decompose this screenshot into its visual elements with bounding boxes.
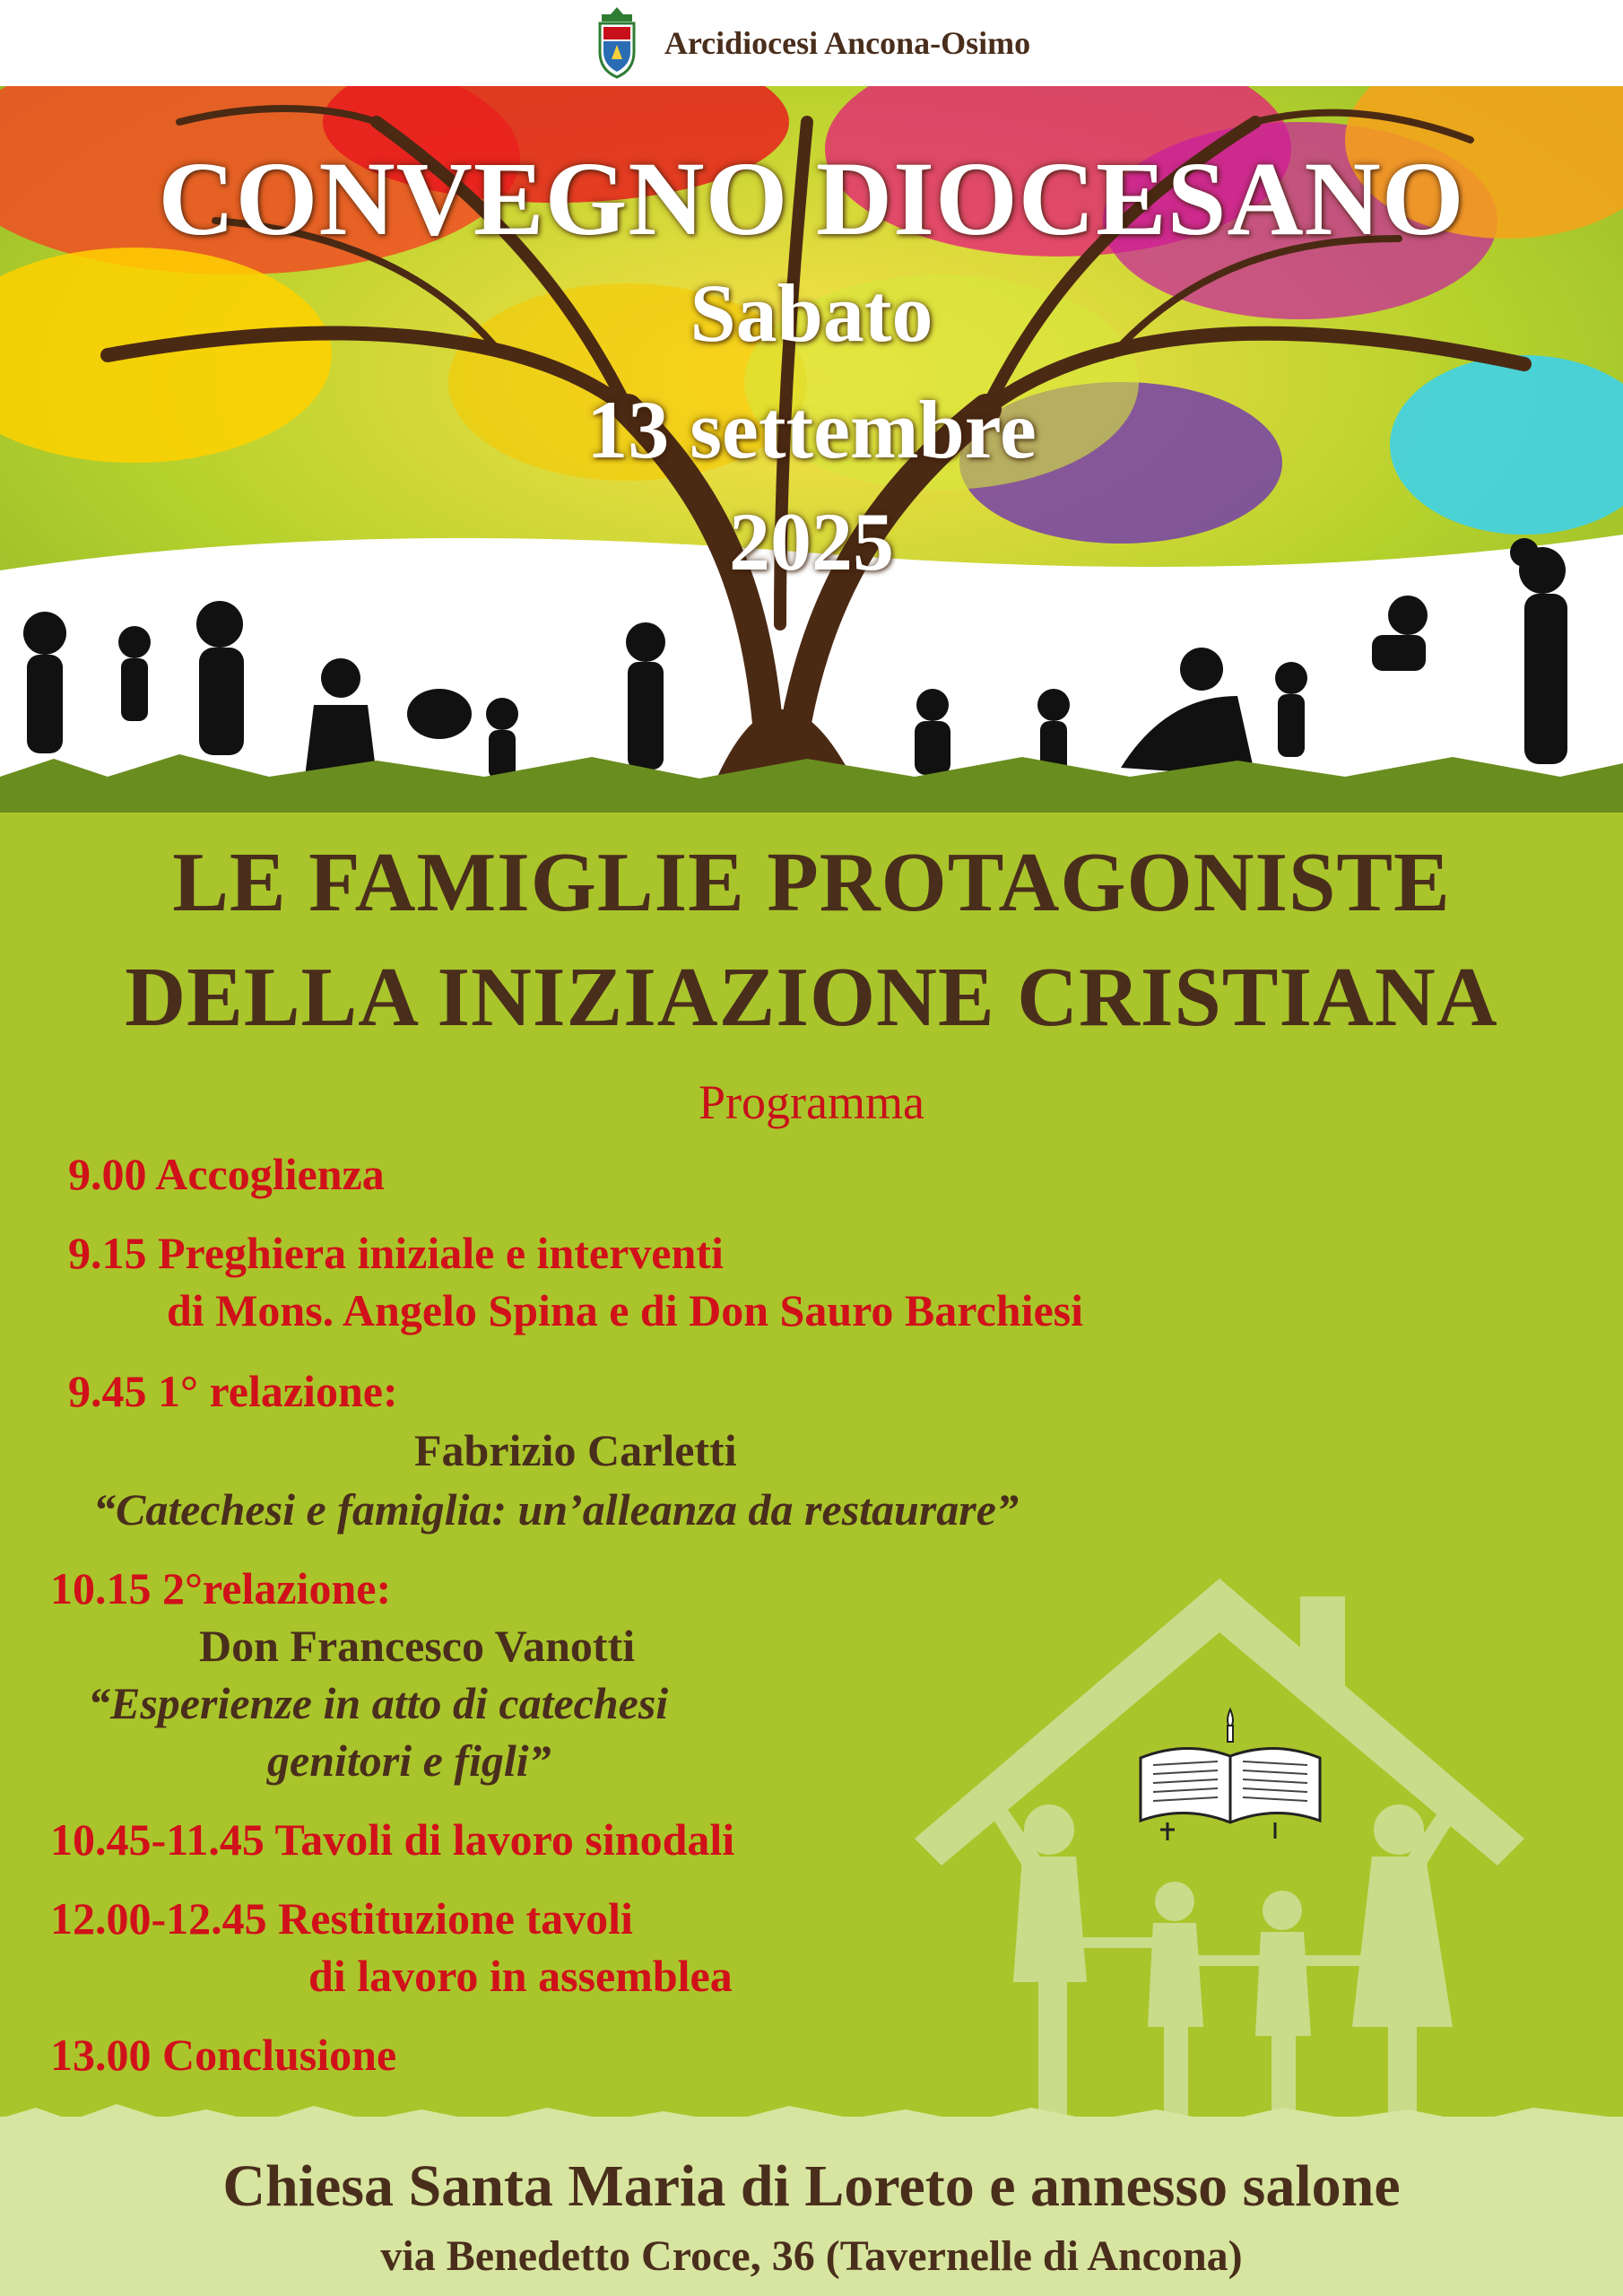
event-year: 2025 [729, 496, 894, 587]
event-title: CONVEGNO DIOCESANO [158, 140, 1465, 257]
program-item-preghiera-detail: di Mons. Angelo Spina e di Don Sauro Barchiesi [167, 1285, 1083, 1335]
diocese-crest-icon [593, 5, 641, 81]
program-item-restituzione-detail: di lavoro in assemblea [308, 1951, 733, 2001]
theme-line-2: DELLA INIZIAZIONE CRISTIANA [125, 951, 1498, 1044]
talk-title-2: “Esperienze in atto di catechesi [88, 1678, 669, 1728]
event-date: 13 settembre [586, 384, 1037, 475]
speaker-2: Don Francesco Vanotti [199, 1621, 636, 1671]
program-item-preghiera: 9.15 Preghiera iniziale e interventi [68, 1228, 724, 1278]
venue-address: via Benedetto Croce, 36 (Tavernelle di Ancona) [380, 2232, 1243, 2280]
family-house-icon [879, 1561, 1560, 2135]
theme-line-1: LE FAMIGLIE PROTAGONISTE [172, 836, 1451, 929]
talk-title-2-continued: genitori e figli” [267, 1735, 551, 1786]
program-item-relazione-1: 9.45 1° relazione: [68, 1366, 398, 1416]
program-heading: Programma [699, 1075, 924, 1129]
event-day: Sabato [690, 267, 933, 359]
open-bible-icon [1132, 1704, 1329, 1848]
event-theme [0, 825, 1623, 1055]
organization-name: Arcidiocesi Ancona-Osimo [664, 25, 1031, 61]
talk-title-1: “Catechesi e famiglia: un’alleanza da restaurare” [93, 1484, 1019, 1535]
program-item-conclusione: 13.00 Conclusione [50, 2030, 397, 2080]
program-item-tavoli: 10.45-11.45 Tavoli di lavoro sinodali [50, 1814, 735, 1865]
program-item-restituzione: 12.00-12.45 Restituzione tavoli [50, 1893, 633, 1944]
header-bar [0, 0, 1623, 86]
program-item-accoglienza: 9.00 Accoglienza [68, 1149, 385, 1199]
venue-name: Chiesa Santa Maria di Loreto e annesso salone [222, 2153, 1401, 2219]
program-item-relazione-2: 10.15 2°relazione: [50, 1563, 392, 1613]
speaker-1: Fabrizio Carletti [414, 1425, 737, 1475]
